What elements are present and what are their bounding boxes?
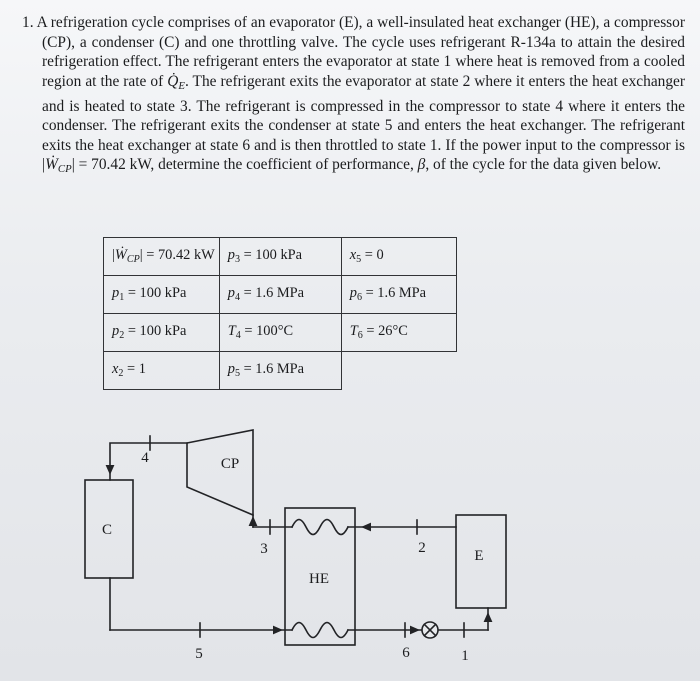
- text-segment: 5: [234, 368, 240, 380]
- table-row: [104, 238, 457, 276]
- table-cell: [219, 276, 341, 314]
- text-segment: 3: [234, 254, 240, 266]
- text-segment: = 100 kPa: [124, 323, 187, 340]
- evaporator-label: E: [474, 548, 484, 564]
- text-segment: = 100 kPa: [124, 285, 187, 302]
- table-cell: [341, 314, 456, 352]
- text-segment: = 1.6 MPa: [239, 285, 305, 302]
- text-segment: x: [112, 361, 119, 378]
- text-segment: 6: [356, 292, 362, 304]
- text-segment: p: [227, 361, 235, 378]
- text-segment: A refrigeration cycle comprises of an evaporator (E), a well-insulated heat exchanger (HE), a compressor (CP), a condenser (C) and one throttling valve. The cycle uses refrigerant R-134a to attain the desired refrigeration effect. The refrigerant enters the evaporator at state 1 where heat is removed from a cooled region at the rate of: [33, 14, 685, 90]
- text-segment: E: [178, 80, 185, 92]
- table-row: [104, 352, 457, 390]
- text-segment: T: [227, 323, 236, 340]
- arrow-into-he-top-icon: [361, 523, 371, 532]
- text-segment: T: [349, 323, 358, 340]
- text-segment: |: [112, 247, 115, 264]
- text-segment: p: [112, 285, 120, 302]
- text-segment: p: [227, 285, 235, 302]
- text-segment: 2: [118, 368, 124, 380]
- arrow-into-condenser-icon: [106, 465, 115, 475]
- text-segment: = 1.6 MPa: [239, 361, 305, 378]
- text-segment: . The refrigerant exits the evaporator at state 2 where it enters the heat exchanger and is heated to state 3. The refrigerant is compressed in the compressor to state 4 where it enters the condenser. The refrigerant exits the condenser at state 5 and enters the heat exchanger. The refrigerant exits the heat exchanger at state 6 and is then throttled to state 1. If the power input to the compressor is |: [42, 72, 685, 174]
- text-segment: = 26°C: [362, 323, 408, 340]
- table-cell: [219, 352, 341, 390]
- table-cell: [341, 276, 456, 314]
- text-segment: , of the cycle for the data given below.: [425, 156, 662, 174]
- arrow-into-valve-icon: [410, 626, 420, 635]
- table-cell: [104, 314, 220, 352]
- compressor-label: CP: [220, 456, 240, 472]
- data-table: [103, 237, 457, 390]
- text-segment: Q̇: [167, 72, 179, 90]
- text-segment: 4: [234, 292, 240, 304]
- table-row: [104, 314, 457, 352]
- table-cell: [104, 238, 220, 276]
- text-segment: 5: [356, 254, 362, 266]
- text-segment: Ẇ: [45, 156, 58, 174]
- text-segment: | = 70.42 kW: [139, 247, 215, 264]
- state-label-4: 4: [141, 450, 149, 466]
- text-segment: 1: [119, 292, 125, 304]
- text-segment: = 0: [361, 247, 384, 264]
- text-segment: 4: [235, 330, 241, 342]
- table-cell: [219, 238, 341, 276]
- problem-text: [33, 14, 685, 176]
- flow-arrows: [106, 465, 493, 634]
- problem-number: 1.: [22, 14, 34, 31]
- state-label-2: 2: [418, 540, 426, 556]
- text-segment: 2: [119, 330, 125, 342]
- heat-exchanger-label: HE: [309, 571, 329, 587]
- arrow-into-he-bottom-icon: [273, 626, 283, 635]
- text-segment: | = 70.42 kW, determine the coefficient of performance,: [71, 156, 418, 174]
- he-top-coil: [292, 520, 348, 535]
- text-segment: Ẇ: [114, 247, 127, 264]
- text-segment: p: [112, 323, 120, 340]
- text-segment: p: [349, 285, 357, 302]
- table-cell: [341, 238, 456, 276]
- problem-statement: [22, 13, 685, 180]
- state-label-3: 3: [260, 541, 268, 557]
- table-row: [104, 276, 457, 314]
- text-segment: = 100 kPa: [239, 247, 303, 264]
- arrow-into-evaporator-icon: [484, 612, 493, 622]
- refrigeration-cycle-diagram: [70, 420, 520, 670]
- text-segment: CP: [57, 163, 72, 176]
- text-segment: CP: [126, 254, 140, 266]
- text-segment: p: [227, 247, 235, 264]
- text-segment: = 1: [123, 361, 146, 378]
- table-cell-empty: [341, 352, 456, 390]
- he-bottom-coil: [292, 623, 348, 638]
- condenser-label: C: [101, 522, 113, 538]
- arrow-into-compressor-icon: [249, 516, 258, 526]
- compressor-shape: [187, 430, 253, 515]
- state-label-6: 6: [402, 645, 410, 661]
- state-label-1: 1: [461, 648, 469, 664]
- text-segment: 6: [357, 330, 363, 342]
- text-segment: = 1.6 MPa: [361, 285, 427, 302]
- text-segment: β: [417, 156, 426, 174]
- table-cell: [104, 276, 220, 314]
- text-segment: x: [349, 247, 357, 264]
- table-cell: [104, 352, 220, 390]
- state-label-5: 5: [195, 646, 203, 662]
- table-cell: [219, 314, 341, 352]
- text-segment: = 100°C: [240, 323, 294, 340]
